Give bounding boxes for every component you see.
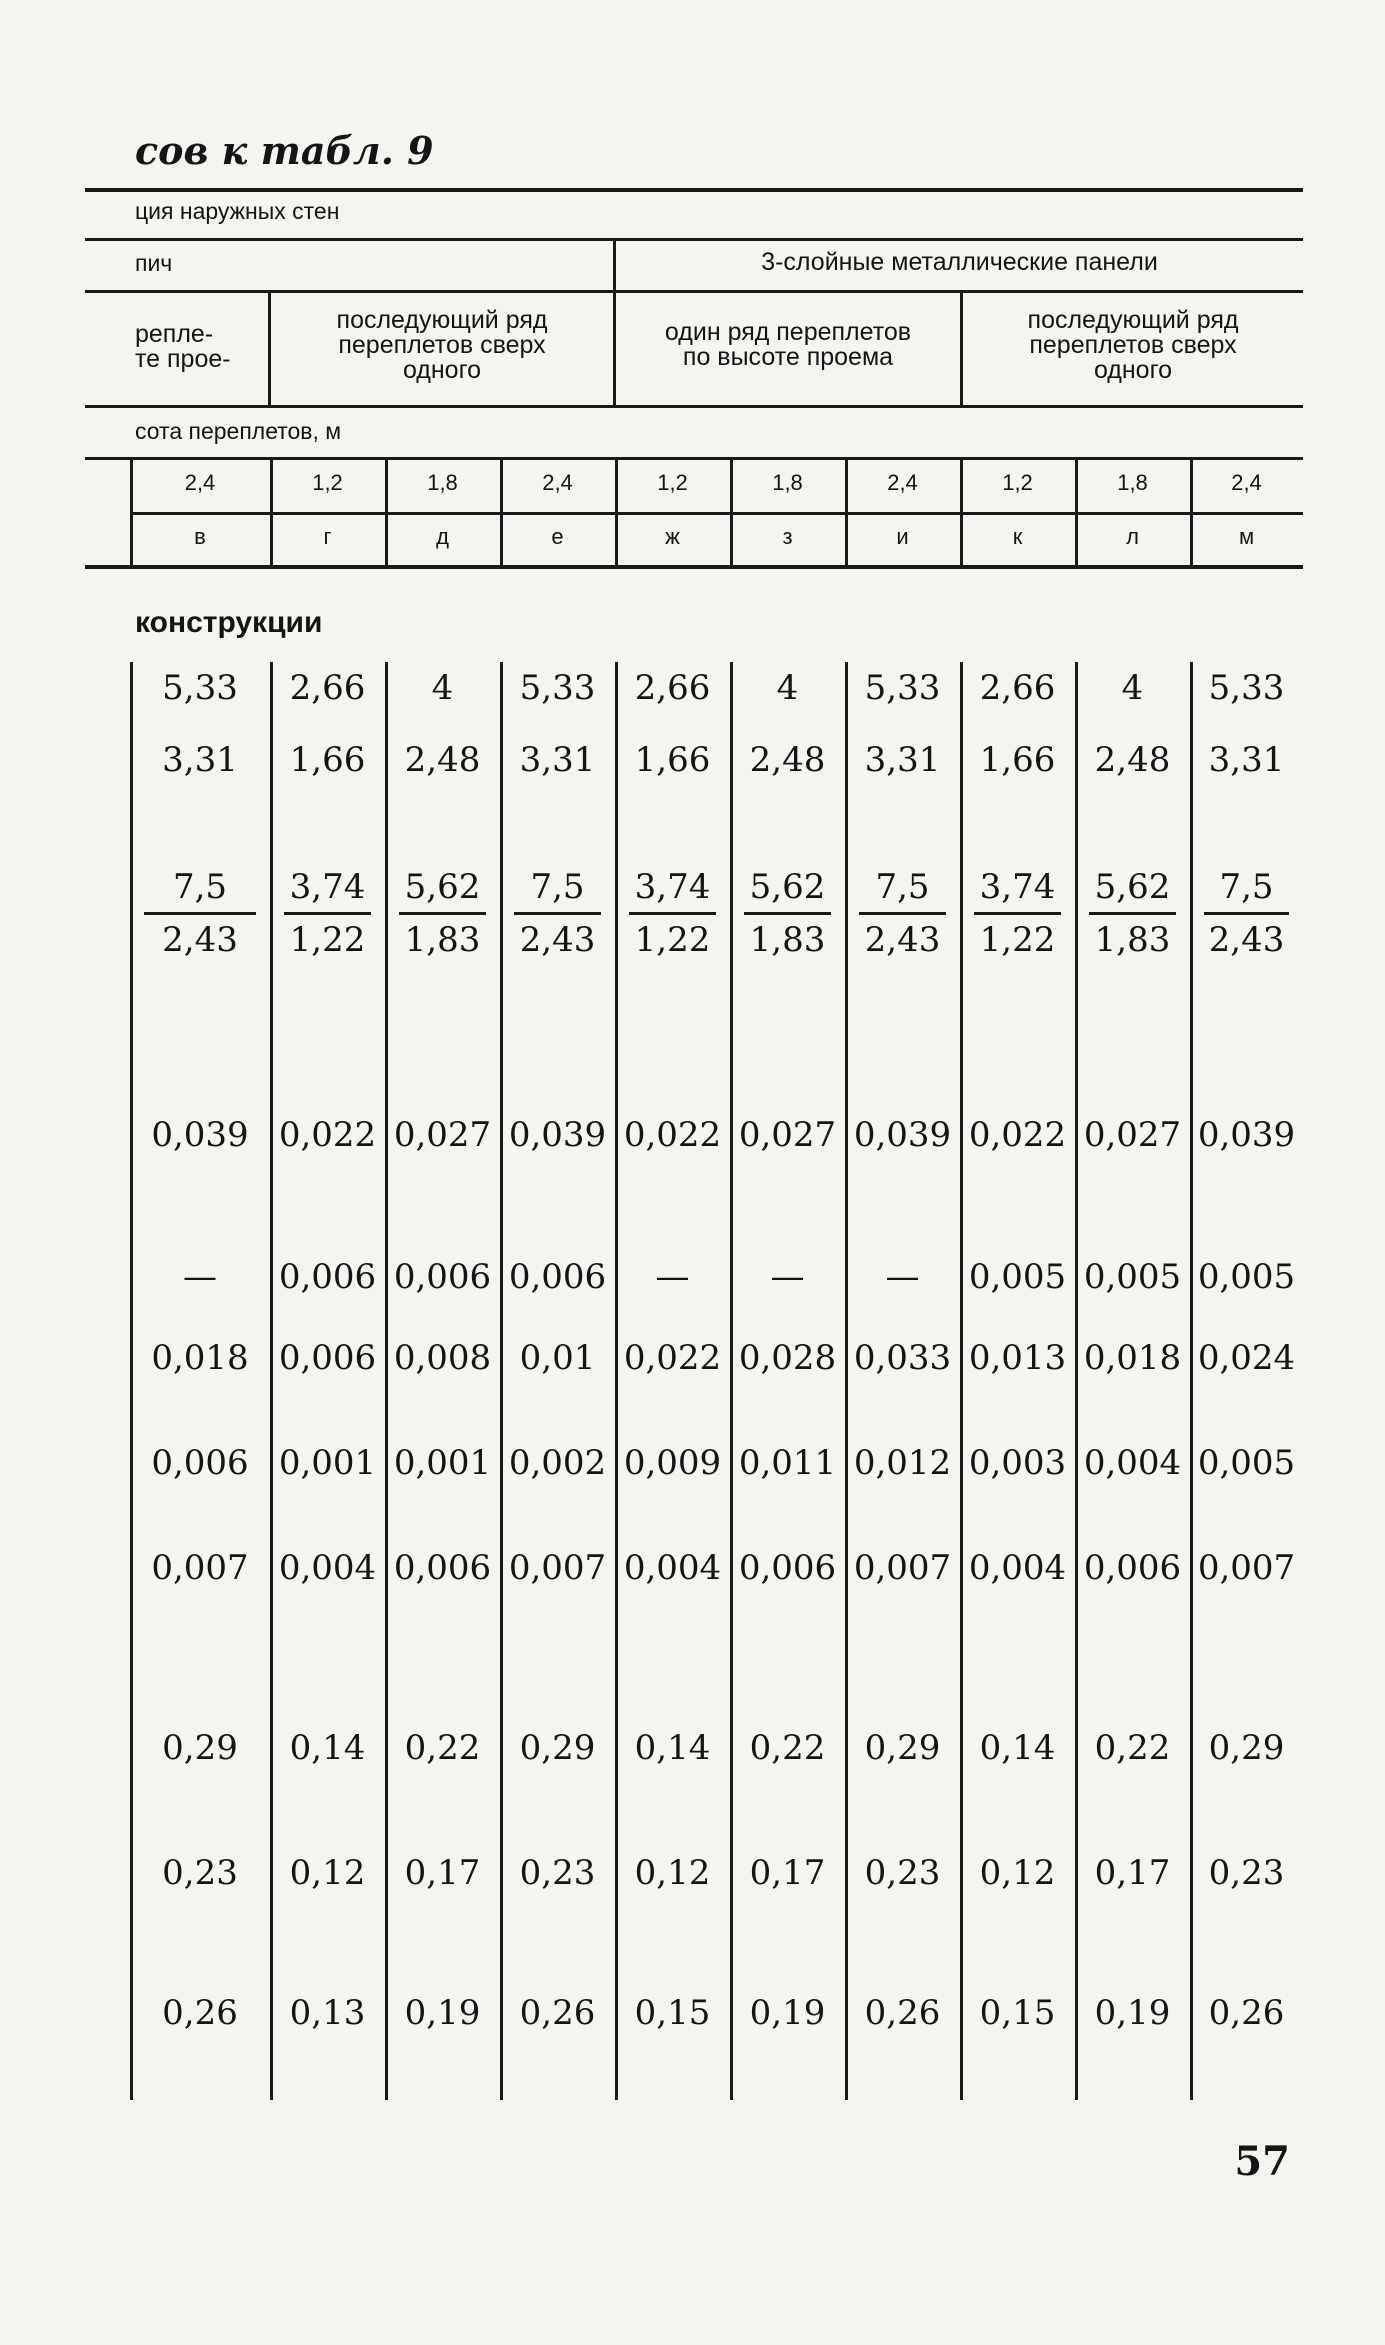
table-cell: 0,004 — [1083, 1443, 1182, 1483]
table-cell: 0,022 — [623, 1115, 722, 1155]
table-cell: 0,01 — [519, 1338, 596, 1378]
table-cell: 0,006 — [393, 1257, 492, 1297]
table-cell: 0,23 — [162, 1853, 238, 1893]
table-cell: 4 — [431, 668, 454, 708]
frame-height-cell: 2,4 — [542, 470, 573, 495]
table-cell: 0,13 — [289, 1993, 366, 2033]
rule-header-bottom — [85, 565, 1303, 569]
frame-height-cell: 1,8 — [1117, 470, 1148, 495]
table-cell: 0,15 — [634, 1993, 711, 2033]
header-col-one-row-panels: один ряд переплетов по высоте проема — [664, 318, 912, 371]
table-cell: 0,005 — [1197, 1257, 1296, 1297]
table-cell: 5,33 — [162, 668, 238, 708]
table-cell: 0,009 — [623, 1443, 722, 1483]
fraction-cell — [1196, 866, 1297, 961]
fraction-numerator: 5,62 — [749, 867, 826, 907]
header-col-one-row: репле- те прое- — [135, 320, 231, 373]
table-cell: 0,15 — [979, 1993, 1056, 2033]
table-cell: — — [885, 1257, 920, 1297]
table-cell: 1,66 — [979, 740, 1056, 780]
frame-height-cell: 2,4 — [887, 470, 918, 495]
fraction-bar — [629, 912, 716, 915]
table-cell: 0,12 — [979, 1853, 1056, 1893]
header-frame-height: сота переплетов, м — [135, 418, 342, 444]
fraction-numerator: 5,62 — [1094, 867, 1171, 907]
table-cell: 0,006 — [278, 1257, 377, 1297]
fraction-cell — [136, 866, 264, 961]
table-cell: 2,48 — [1094, 740, 1171, 780]
table-cell: 0,006 — [1083, 1548, 1182, 1588]
table-cell: 2,48 — [404, 740, 481, 780]
table-cell: 0,022 — [278, 1115, 377, 1155]
table-cell: 0,23 — [864, 1853, 941, 1893]
table-cell: — — [655, 1257, 690, 1297]
frame-height-cell: 2,4 — [184, 470, 216, 495]
column-letter-cell: и — [896, 524, 909, 549]
column-letter-cell: е — [551, 524, 564, 549]
table-cell: 0,022 — [968, 1115, 1067, 1155]
column-letter-cell: г — [323, 524, 332, 549]
table-cell: 0,006 — [151, 1443, 249, 1483]
table-cell: 5,33 — [1208, 668, 1285, 708]
column-letter-cell: з — [782, 524, 793, 549]
rule-letters-top — [130, 512, 1303, 515]
table-cell: 0,004 — [278, 1548, 377, 1588]
table-cell: 0,006 — [278, 1338, 377, 1378]
table-cell: 0,022 — [623, 1338, 722, 1378]
fraction-bar — [514, 912, 601, 915]
table-cell: 0,007 — [853, 1548, 952, 1588]
table-cell: 0,006 — [508, 1257, 607, 1297]
frame-height-cell: 1,8 — [427, 470, 458, 495]
table-cell: 0,17 — [749, 1853, 826, 1893]
fraction-bar — [744, 912, 831, 915]
fraction-cell — [966, 866, 1069, 961]
fraction-cell — [276, 866, 379, 961]
table-cell: 0,013 — [968, 1338, 1067, 1378]
table-cell: 0,033 — [853, 1338, 952, 1378]
table-cell: 0,003 — [968, 1443, 1067, 1483]
rule-top — [85, 188, 1303, 192]
column-letter-cell: л — [1126, 524, 1139, 549]
table-cell: 0,19 — [1094, 1993, 1171, 2033]
table-cell: 4 — [776, 668, 799, 708]
fraction-denominator: 1,83 — [404, 920, 481, 960]
rule-4 — [85, 457, 1303, 460]
header-metal-panels: 3-слойные металлические панели — [761, 248, 1158, 276]
table-cell: 0,039 — [151, 1115, 249, 1155]
fraction-bar — [399, 912, 486, 915]
table-cell: 0,004 — [623, 1548, 722, 1588]
fraction-cell — [621, 866, 724, 961]
table-cell: 0,29 — [864, 1728, 941, 1768]
table-cell: 5,33 — [864, 668, 941, 708]
fraction-numerator: 3,74 — [979, 867, 1056, 907]
fraction-cell — [736, 866, 839, 961]
table-cell: 0,23 — [519, 1853, 596, 1893]
column-letter-cell: к — [1012, 524, 1023, 549]
fraction-bar — [1089, 912, 1176, 915]
table-cell: 0,005 — [968, 1257, 1067, 1297]
header-col-next-row-brick: последующий ряд переплетов сверх одного — [336, 306, 548, 384]
table-cell: 0,008 — [393, 1338, 492, 1378]
table-cell: 0,024 — [1197, 1338, 1296, 1378]
column-letter-cell: д — [436, 524, 449, 549]
column-letter-cell: м — [1238, 524, 1255, 549]
table-cell: 0,005 — [1197, 1443, 1296, 1483]
fraction-denominator: 2,43 — [162, 920, 238, 960]
section-title: конструкции — [135, 606, 323, 639]
column-letter-cell: в — [194, 524, 206, 549]
table-cell: 0,011 — [738, 1443, 837, 1483]
table-cell: 0,012 — [853, 1443, 952, 1483]
fraction-denominator: 2,43 — [519, 920, 596, 960]
table-cell: 0,23 — [1208, 1853, 1285, 1893]
table-cell: 0,001 — [278, 1443, 377, 1483]
table-cell: 0,027 — [1083, 1115, 1182, 1155]
fraction-cell — [1081, 866, 1184, 961]
table-cell: 0,039 — [1197, 1115, 1296, 1155]
table-cell: 0,018 — [1083, 1338, 1182, 1378]
table-cell: 1,66 — [289, 740, 366, 780]
page-number: 57 — [1234, 2138, 1290, 2185]
fraction-numerator: 7,5 — [1219, 867, 1274, 907]
page-title: сов к табл. 9 — [135, 128, 434, 173]
table-cell: 0,26 — [1208, 1993, 1285, 2033]
fraction-numerator: 5,62 — [404, 867, 481, 907]
table-cell: 0,039 — [853, 1115, 952, 1155]
fraction-numerator: 3,74 — [289, 867, 366, 907]
table-cell: 0,22 — [404, 1728, 481, 1768]
table-cell: 0,028 — [738, 1338, 837, 1378]
table-cell: 0,17 — [1094, 1853, 1171, 1893]
table-cell: 1,66 — [634, 740, 711, 780]
table-cell: 0,027 — [738, 1115, 837, 1155]
table-cell: 0,007 — [151, 1548, 249, 1588]
fraction-numerator: 7,5 — [172, 867, 228, 907]
table-cell: 3,31 — [864, 740, 941, 780]
table-cell: 0,26 — [162, 1993, 238, 2033]
table-cell: 2,66 — [979, 668, 1056, 708]
fraction-bar — [859, 912, 946, 915]
fraction-numerator: 7,5 — [875, 867, 930, 907]
table-cell: 5,33 — [519, 668, 596, 708]
table-cell: 2,66 — [289, 668, 366, 708]
table-cell: 3,31 — [1208, 740, 1285, 780]
table-cell: 0,039 — [508, 1115, 607, 1155]
rule-1 — [85, 238, 1303, 241]
table-cell: 0,006 — [393, 1548, 492, 1588]
table-cell: 0,29 — [519, 1728, 596, 1768]
rule-3 — [85, 405, 1303, 408]
table-cell: 0,26 — [519, 1993, 596, 2033]
fraction-denominator: 1,22 — [289, 920, 366, 960]
table-cell: 0,29 — [162, 1728, 238, 1768]
fraction-bar — [284, 912, 371, 915]
table-cell: 4 — [1121, 668, 1144, 708]
table-cell: 0,19 — [749, 1993, 826, 2033]
table-cell: 0,007 — [508, 1548, 607, 1588]
table-cell: 0,14 — [979, 1728, 1056, 1768]
table-cell: 0,14 — [634, 1728, 711, 1768]
fraction-numerator: 3,74 — [634, 867, 711, 907]
fraction-bar — [1204, 912, 1289, 915]
table-cell: 3,31 — [519, 740, 596, 780]
table-cell: — — [183, 1257, 217, 1297]
frame-height-cell: 1,2 — [657, 470, 688, 495]
header-brick: пич — [135, 250, 173, 276]
table-cell: 0,006 — [738, 1548, 837, 1588]
frame-height-cell: 2,4 — [1231, 470, 1262, 495]
table-cell: 0,29 — [1208, 1728, 1285, 1768]
table-cell: 0,14 — [289, 1728, 366, 1768]
fraction-cell — [851, 866, 954, 961]
column-letter-cell: ж — [665, 524, 680, 549]
table-cell: 0,005 — [1083, 1257, 1182, 1297]
header-col-next-row-panels: последующий ряд переплетов сверх одного — [1027, 306, 1239, 384]
table-cell: 0,22 — [1094, 1728, 1171, 1768]
table-cell: 0,002 — [508, 1443, 607, 1483]
table-cell: 0,22 — [749, 1728, 826, 1768]
fraction-denominator: 2,43 — [864, 920, 941, 960]
table-cell: 0,26 — [864, 1993, 941, 2033]
fraction-cell — [506, 866, 609, 961]
table-cell: 0,027 — [393, 1115, 492, 1155]
table-cell: — — [770, 1257, 805, 1297]
frame-height-cell: 1,2 — [312, 470, 343, 495]
table-cell: 0,17 — [404, 1853, 481, 1893]
fraction-denominator: 1,83 — [749, 920, 826, 960]
frame-height-cell: 1,8 — [772, 470, 803, 495]
fraction-denominator: 1,22 — [979, 920, 1056, 960]
table-cell: 2,48 — [749, 740, 826, 780]
header-row-wall-construction: ция наружных стен — [135, 198, 340, 224]
fraction-bar — [974, 912, 1061, 915]
table-cell: 0,004 — [968, 1548, 1067, 1588]
table-cell: 2,66 — [634, 668, 711, 708]
table-cell: 0,007 — [1197, 1548, 1296, 1588]
table-cell: 0,12 — [634, 1853, 711, 1893]
fraction-numerator: 7,5 — [530, 867, 585, 907]
table-cell: 3,31 — [162, 740, 238, 780]
fraction-denominator: 2,43 — [1208, 920, 1285, 960]
fraction-denominator: 1,22 — [634, 920, 711, 960]
fraction-bar — [144, 912, 256, 915]
table-cell: 0,018 — [151, 1338, 249, 1378]
frame-height-cell: 1,2 — [1002, 470, 1033, 495]
table-cell: 0,001 — [393, 1443, 492, 1483]
fraction-denominator: 1,83 — [1094, 920, 1171, 960]
fraction-cell — [391, 866, 494, 961]
table-cell: 0,19 — [404, 1993, 481, 2033]
table-cell: 0,12 — [289, 1853, 366, 1893]
